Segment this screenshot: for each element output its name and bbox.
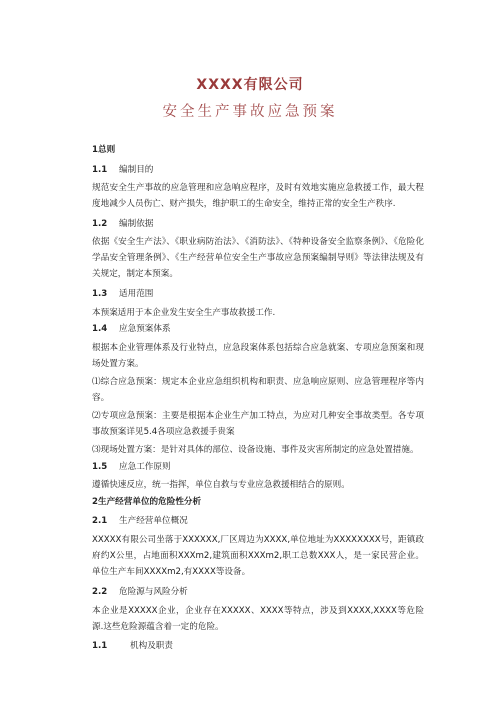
subsection-number: 1.5: [92, 462, 108, 472]
subsection-number: 1.1: [92, 641, 108, 651]
subsection-number: 1.1: [92, 165, 108, 175]
subsection-title: 编制依据: [119, 219, 154, 229]
paragraph: ⑶现场处置方案：是针对具体的部位、设备设施、事件及灾害所制定的应急处置措施。: [92, 445, 419, 455]
company-title: XXXX有限公司: [196, 77, 304, 93]
subsection-number: 2.2: [92, 587, 108, 597]
subsection-title: 生产经营单位概况: [119, 516, 188, 526]
subsection-number: 2.1: [92, 516, 108, 526]
paragraph: 本企业是XXXXX企业，企业存在XXXXX、XXXX等特点，涉及到XXXX,XXXX等危险源.这些危险源蕴含着一定的危险。: [92, 606, 424, 632]
subsection-heading: [92, 461, 171, 473]
paragraph: ⑴综合应急预案：规定本企业应急组织机构和职责、应急响应原则、应急管理程序等内容。: [92, 377, 424, 403]
paragraph: 本预案适用于本企业发生安全生产事故救援工作.: [92, 308, 276, 318]
section-heading: 2生产经营单位的危险性分析: [92, 497, 202, 507]
subsection-title: 机构及职责: [130, 641, 173, 651]
subsection-heading: [92, 640, 173, 652]
subsection-number: 1.2: [92, 219, 108, 229]
subsection-title: 编制目的: [119, 165, 154, 175]
subsection-heading: [92, 164, 153, 176]
paragraph: ⑵专项应急预案：主要是根据本企业生产加工特点，为应对几种安全事故类型。各专项事故预案详见5.4各项应急救援手贵案: [92, 411, 424, 437]
document-title: 安全生产事故应急预案: [162, 104, 338, 120]
subsection-number: 1.3: [92, 289, 108, 299]
subsection-heading: [92, 218, 153, 230]
subsection-title: 应急工作原则: [119, 462, 171, 472]
subsection-title: 应急预案体系: [119, 324, 171, 334]
paragraph: 根据本企业管理体系及行业特点，应急段案体系包括综合应急就案、专项应急预案和现场处置方案。: [92, 343, 424, 369]
subsection-heading: [92, 586, 188, 598]
subsection-heading: [92, 288, 153, 300]
subsection-number: 1.4: [92, 324, 108, 334]
paragraph: 依据《安全生产法》、《职业病防治法》、《消防法》、《特种设备安全监察条例》、《危险化学品安全管理条例》、《生产经营单位安全生产事故应急预案编制导则》等法律法规及有关规定，制定本预案。: [92, 237, 424, 279]
section-heading: 1总则: [92, 145, 116, 155]
paragraph: 遵循快速反应，统一指挥，单位自救与专业应急救援相结合的原则。: [92, 480, 350, 490]
subsection-heading: [92, 515, 188, 527]
paragraph: 规范安全生产事故的应急管理和应急响应程序，及时有效地实施应急救援工作，最大程度地减少人员伤亡、财产损失，维护职工的生命安全，维持正常的安全生产秩序.: [92, 183, 424, 209]
subsection-title: 危险源与风险分析: [119, 587, 188, 597]
subsection-title: 适用范围: [119, 289, 154, 299]
paragraph: XXXXX有限公司坐落于XXXXXX,厂区周边为XXXX,单位地址为XXXXXXXX号，距镇政府约X公里，占地面积XXXm2,建筑面积XXXm2,职工总数XXX人，是一家民营企业。单位生产车间XXXXm2,有XXXX等设备。: [92, 535, 424, 577]
subsection-heading: [92, 323, 171, 335]
